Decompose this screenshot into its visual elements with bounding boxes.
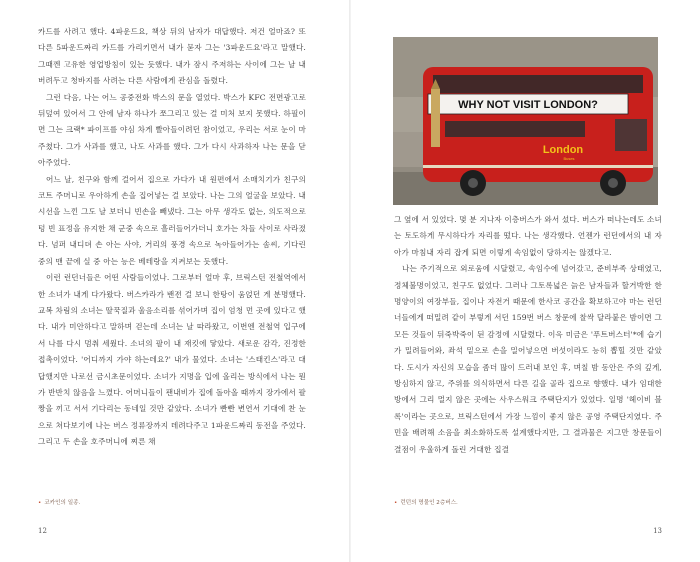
- bus-illustration: [393, 37, 658, 205]
- right-body-text: [394, 212, 662, 458]
- right-paragraph-2: 나는 주기적으로 외로움에 시달렸고, 속임수에 넘어갔고, 준비부족 상태였고, 정체불명이었고, 친구도 없었다. 그러나 그토록넓은 늙은 남자들과 할거박한 한 명양이의 여장부들, 집이나 자전거 때문에 한사코 공간을 확보하고야 마는 런던너들에게 떠밀려 같이 부렇게 서던 159번 버스 창문에 찰싹 달라붙은 밤이면 그 모든 것들이 뒤죽박죽이 된 감정에 시달렸다. 이윽 미금은 '푸트버스터'*에 습기가 밀려들어와, 좌석 밑으로 손을 밀어넣으면 버섯이라도 능히 뽑힐 것만 같았다. 도시가 자신의 모습을 좀더 많이 드러내 보인 후, 며칠 밤 동안은 주의 깊게, 방심하지 않고, 주위를 의식하면서 다른 길을 골라 집으로 향했다. 내가 임대한 방에서 그리 멀지 않은 곳에는 사우스워크 주택단지가 있었다. 일명 '헤이비 블록'이라는 곳으로, 브릭스턴에서 가장 느낌이 좋지 않은 공영 주택단지였다. 주민을 배려해 소음을 최소화하도록 설계했다지만, 그 결과물은 지그만 창문들이 결점이 우울하게 돌린 거대한 집결: [394, 264, 662, 454]
- right-footnote: [394, 498, 458, 506]
- left-paragraph-4: 이런 런던너들은 어떤 사람들이었나. 그로부터 얼마 후, 브릭스턴 전철역에서 한 소녀가 내게 다가왔다. 버스카라가 밴젼 걸 보니 한탕이 움얹던 게 분명했다. 교복 차림의 소녀는 딸꾹질과 울음소리를 섞어가며 집이 엄청 먼 곳에 있다고 했다. 내가 미안하다고 말하며 걷는데 소녀는 날 따라왔고, 이번엔 전철역 입구에서 나를 다시 멈춰 세웠다. 소녀의 팔이 내 재킷에 닿았다. 새로운 감각, 진정한 접촉이었다. '어디까지 가야 하는데요?' 내가 물었다. 소녀는 '스태킨스'라고 대답했지만 나로선 금시초문이었다. 소녀가 지명을 입에 올리는 방식에서 나는 뭔가 반반치 않음을 느꼈다. 어머니들이 팬내비가 집에 돌아올 때까지 장가에서 팔짱을 끼고 서서 기다리는 동네일 것만 같았다. 소녀가 빤빤 변연서 기대에 찬 눈으로 쳐다보기에 나는 버스 정류장까지 데려다주고 1파운드짜리 동전을 주었다. 그리고 두 손을 호주머니에 찌른 채: [38, 273, 306, 447]
- bus-stripe: [423, 165, 653, 168]
- right-page: [350, 0, 700, 562]
- footnote-marker: •: [38, 500, 42, 506]
- motion-blur: [393, 132, 423, 172]
- right-footnote-text: 런던의 명물인 2층버스.: [400, 500, 458, 506]
- left-paragraph-2: 그런 다음, 나는 어느 공중전화 박스의 문을 열었다. 박스가 KFC 전면광고로 뒤덮여 있어서 그 안에 남자 하나가 쪼그리고 있는 걸 미처 보지 못했다. 하필이면 그는 크랙* 파이프를 야심 차게 빨아들이려던 참이었고, 우리는 서로 눈이 마주쳤다. 그가 사과를 했고, 나도 사과를 했다. 그가 다시 사과하자 나는 문을 닫아주었다.: [38, 92, 306, 168]
- billboard-text: WHY NOT VISIT LONDON?: [458, 99, 598, 111]
- ad-subtext: Buses: [563, 156, 575, 161]
- left-body-text: [38, 24, 306, 451]
- london-bus-photo: [393, 37, 658, 205]
- left-footnote: [38, 498, 80, 506]
- left-page-number: 12: [38, 527, 47, 535]
- left-footnote-text: 코카인의 일종.: [44, 500, 81, 506]
- right-paragraph-1: 그 옆에 서 있었다. 몇 분 지나자 이층버스가 와서 섰다. 버스가 떠나는데도 소녀는 토도하게 무시하다가 자리를 떴다. 나는 생각했다. 언젠가 런던에서의 내 자아가 마침내 자리 잡게 되면 이렇게 속임없이 당하지는 않겠다고.: [394, 215, 662, 257]
- windscreen: [615, 119, 647, 151]
- upper-deck-windows: [433, 75, 643, 93]
- ad-text: London: [542, 144, 584, 156]
- left-paragraph-1: 카드를 사려고 했다. 4파운드요, 책상 뒤의 남자가 대답했다. 저건 얼마죠? 또 다른 5파운드짜리 카드를 가리키면서 내가 묻자 그는 '3파운드요'라고 말했다. 그때껜 고유한 영업방침이 있는 듯했다. 내가 잠시 주저하는 사이에 그는 날 내버려두고 청바지를 사려는 다른 사람에게 관심을 돌렸다.: [38, 27, 306, 86]
- front-hub: [608, 178, 618, 188]
- right-page-number: 13: [653, 527, 662, 535]
- left-paragraph-3: 어느 날, 친구와 함께 걸어서 집으로 가다가 내 원편에서 소매치기가 친구의 코트 주머니로 우아하게 손을 집어넣는 걸 보았다. 나는 그의 얼굴을 보았다. 내 시선을 느낀 그도 날 보더니 빈손을 빼냈다. 그는 아무 생각도 없는, 의도적으로 텅 빈 표정을 유지한 채 군중 속으로 흘러들어가더니 호가는 차들 사이로 사라졌다. 넘퍼 내디뎌 손 아는 사야, 거리의 풍경 속으로 녹아들어가는 솜씨, 기다린 중의 맨 끝에 실 중 아는 능은 베테랑을 지켜보는 듯했다.: [38, 174, 306, 266]
- lower-deck-windows: [445, 121, 585, 137]
- footnote-marker: •: [394, 500, 398, 506]
- rear-hub: [468, 178, 478, 188]
- big-ben-image: [431, 89, 440, 147]
